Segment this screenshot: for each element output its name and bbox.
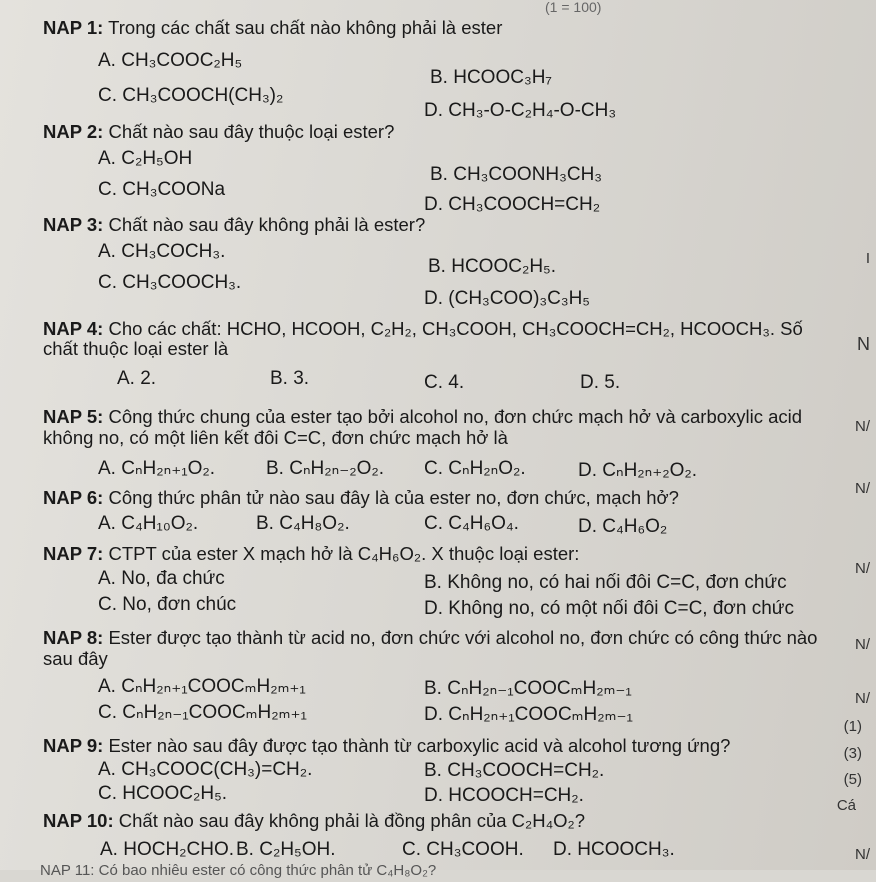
question-text: Chất nào sau đây không phải là đồng phân của C₂H₄O₂? xyxy=(118,810,585,831)
option-a: A. C₄H₁₀O₂. xyxy=(98,513,199,534)
option-a: A. CₙH₂ₙ₊₁COOCₘH₂ₘ₊₁ xyxy=(98,676,306,697)
option-b: B. CₙH₂ₙ₋₂O₂. xyxy=(266,458,385,479)
question-text: Công thức chung của ester tạo bởi alcohol no, đơn chức mạch hở và carboxylic acid xyxy=(108,406,803,427)
edge-fragment: Cá xyxy=(836,797,856,814)
option-c: C. C₄H₆O₄. xyxy=(424,513,519,534)
question-10 xyxy=(43,810,585,832)
option-b: B. HCOOC₂H₅. xyxy=(428,256,556,277)
option-d: D. Không no, có một nối đôi C=C, đơn chức xyxy=(424,598,795,619)
cut-question-11: NAP 11: Có bao nhiêu ester có công thức phân tử C₄H₈O₂? xyxy=(40,862,437,879)
question-text: CTPT của ester X mạch hở là C₄H₆O₂. X thuộc loại ester: xyxy=(108,543,580,564)
question-5 xyxy=(43,406,802,428)
question-2 xyxy=(43,121,394,143)
option-c: C. CH₃COOCH(CH₃)₂ xyxy=(98,85,284,106)
question-number: NAP 3: xyxy=(43,214,104,235)
edge-fragment: N/ xyxy=(855,636,870,653)
option-a: A. CH₃COOC(CH₃)=CH₂. xyxy=(98,759,313,780)
edge-fragment: N/ xyxy=(855,690,870,707)
option-c: C. CH₃COONa xyxy=(98,179,226,200)
question-1 xyxy=(43,17,502,39)
option-c: C. CₙH₂ₙ₋₁COOCₘH₂ₘ₊₁ xyxy=(98,702,307,723)
option-d: D. C₄H₆O₂ xyxy=(578,516,668,537)
option-b: B. CH₃COOCH=CH₂. xyxy=(424,760,605,781)
option-d: D. 5. xyxy=(580,372,621,393)
question-text: Cho các chất: HCHO, HCOOH, C₂H₂, CH₃COOH, CH₃COOCH=CH₂, HCOOCH₃. Số xyxy=(108,318,803,339)
question-number: NAP 10: xyxy=(43,810,114,831)
option-a: A. CH₃COOC₂H₅ xyxy=(98,50,243,71)
option-d: D. CₙH₂ₙ₊₂O₂. xyxy=(578,460,698,481)
option-a: A. CH₃COCH₃. xyxy=(98,241,226,262)
question-number: NAP 5: xyxy=(43,406,104,427)
option-b: B. C₄H₈O₂. xyxy=(256,513,350,534)
question-7 xyxy=(43,543,579,565)
question-3 xyxy=(43,214,425,236)
question-number: NAP 2: xyxy=(43,121,104,142)
edge-fragment: (1) xyxy=(843,718,862,735)
question-number: NAP 7: xyxy=(43,543,104,564)
question-number: NAP 6: xyxy=(43,487,104,508)
question-number: NAP 4: xyxy=(43,318,104,339)
option-d: D. CH₃-O-C₂H₄-O-CH₃ xyxy=(424,100,617,121)
edge-fragment: (3) xyxy=(843,745,862,762)
option-a: A. HOCH₂CHO. xyxy=(100,839,235,860)
question-text: Ester nào sau đây được tạo thành từ carboxylic acid và alcohol tương ứng? xyxy=(108,735,731,756)
edge-fragment: N/ xyxy=(855,480,870,497)
edge-fragment: N xyxy=(857,334,870,354)
question-text-cont: chất thuộc loại ester là xyxy=(43,338,229,359)
question-text-cont: sau đây xyxy=(43,648,108,669)
option-c: C. CₙH₂ₙO₂. xyxy=(424,458,526,479)
edge-fragment: N/ xyxy=(855,418,870,435)
question-text: Chất nào sau đây thuộc loại ester? xyxy=(108,121,395,142)
edge-fragment: N/ xyxy=(855,560,870,577)
option-c: C. CH₃COOH. xyxy=(402,839,524,860)
question-4 xyxy=(43,318,803,340)
option-a: A. 2. xyxy=(117,368,157,389)
option-b: B. CₙH₂ₙ₋₁COOCₘH₂ₘ₋₁ xyxy=(424,678,632,699)
question-text: Công thức phân tử nào sau đây là của ester no, đơn chức, mạch hở? xyxy=(108,487,679,508)
option-d: D. CₙH₂ₙ₊₁COOCₘH₂ₘ₋₁ xyxy=(424,704,633,725)
question-6 xyxy=(43,487,679,509)
header-fragment: (1 = 100) xyxy=(545,0,602,15)
question-text-cont: không no, có một liên kết đôi C=C, đơn chức mạch hở là xyxy=(43,427,508,448)
question-text: Ester được tạo thành từ acid no, đơn chức với alcohol no, đơn chức có công thức nào xyxy=(108,627,818,648)
question-number: NAP 9: xyxy=(43,735,104,756)
question-text: Chất nào sau đây không phải là ester? xyxy=(108,214,426,235)
option-d: D. (CH₃COO)₃C₃H₅ xyxy=(424,288,590,309)
option-b: B. CH₃COONH₃CH₃ xyxy=(430,164,603,185)
question-number: NAP 8: xyxy=(43,627,104,648)
option-a: A. CₙH₂ₙ₊₁O₂. xyxy=(98,458,216,479)
option-c: C. 4. xyxy=(424,372,465,393)
option-b: B. C₂H₅OH. xyxy=(236,839,336,860)
question-8 xyxy=(43,627,817,649)
option-a: A. C₂H₅OH xyxy=(98,148,193,169)
question-number: NAP 1: xyxy=(43,17,104,38)
option-d: D. HCOOCH=CH₂. xyxy=(424,785,584,806)
edge-fragment: N/ xyxy=(855,846,870,863)
option-a: A. No, đa chức xyxy=(98,568,225,589)
option-c: C. No, đơn chúc xyxy=(98,594,237,615)
cut-header xyxy=(0,0,876,14)
question-text: Trong các chất sau chất nào không phải là ester xyxy=(108,17,503,38)
option-c: C. CH₃COOCH₃. xyxy=(98,272,242,293)
question-9 xyxy=(43,735,730,757)
option-d: D. CH₃COOCH=CH₂ xyxy=(424,194,601,215)
option-b: B. Không no, có hai nối đôi C=C, đơn chức xyxy=(424,572,787,593)
option-b: B. HCOOC₃H₇ xyxy=(430,67,552,88)
option-b: B. 3. xyxy=(270,368,310,389)
option-d: D. HCOOCH₃. xyxy=(553,839,675,860)
option-c: C. HCOOC₂H₅. xyxy=(98,783,228,804)
edge-fragment: I xyxy=(865,250,870,267)
edge-fragment: (5) xyxy=(843,771,862,788)
